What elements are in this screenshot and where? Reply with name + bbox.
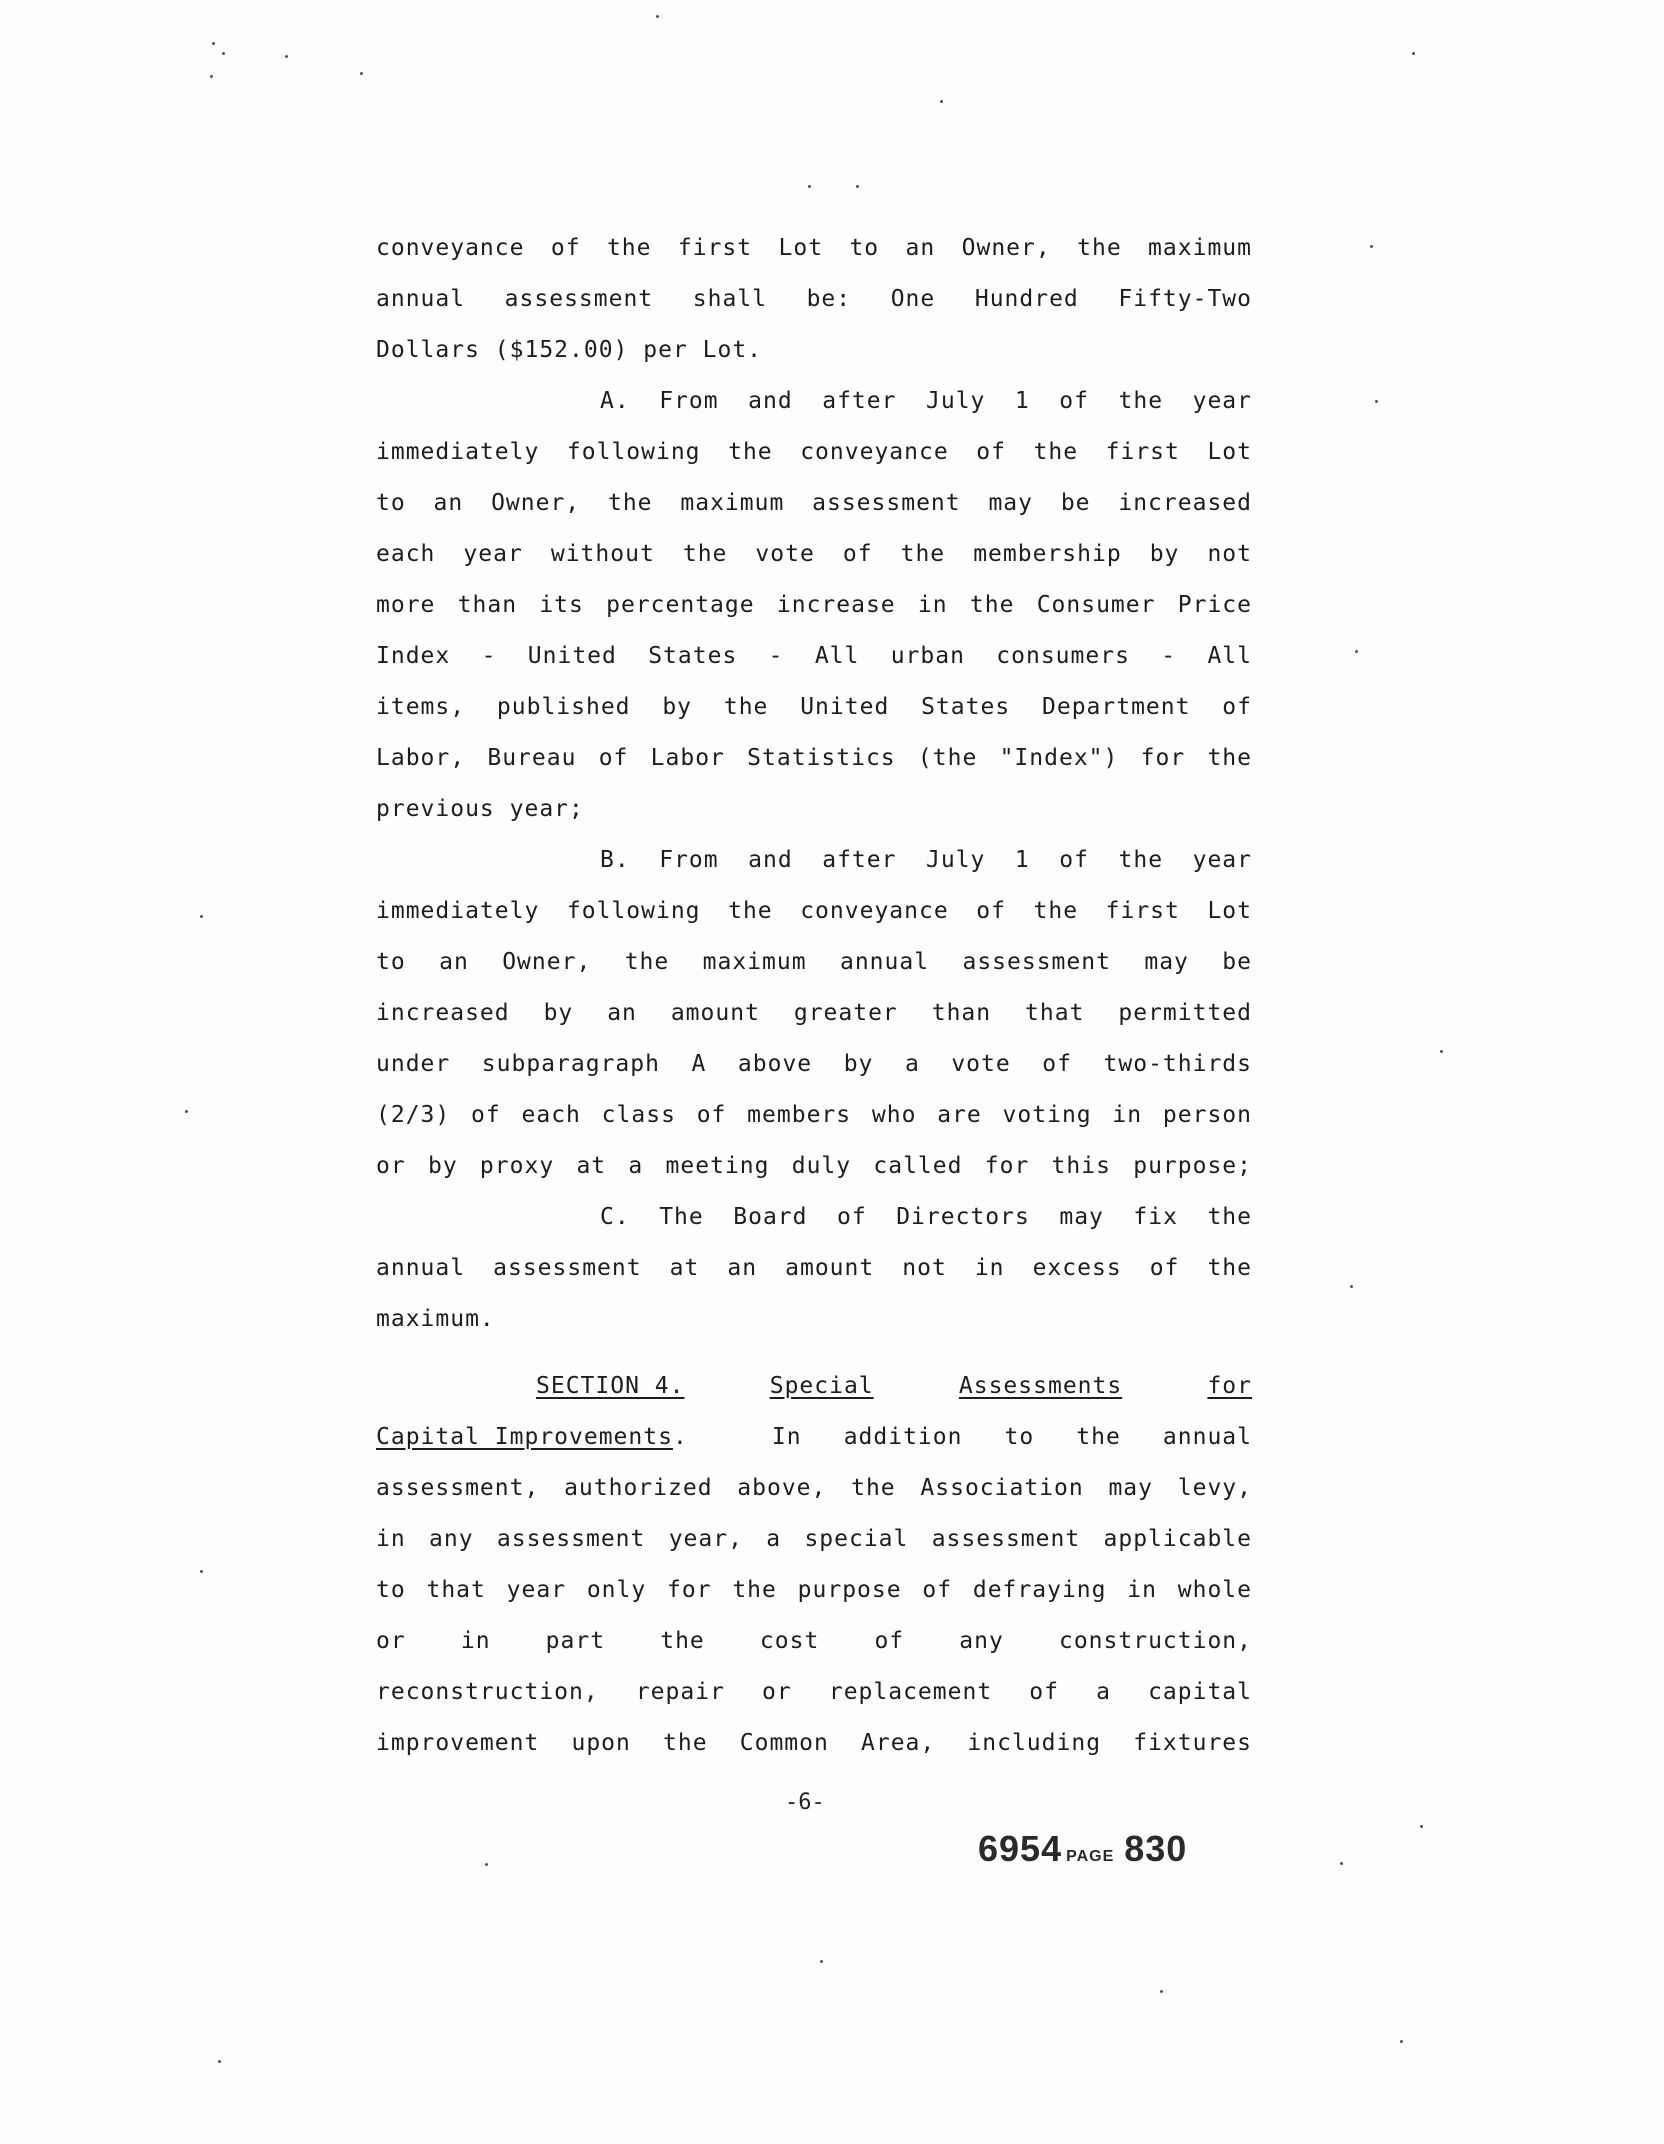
scan-speck <box>1412 52 1415 55</box>
section-title-line <box>376 1422 1252 1452</box>
text-line: to an Owner, the maximum assessment may be increased <box>376 490 1252 516</box>
text-line: annual assessment at an amount not in excess of the <box>376 1255 1252 1281</box>
scan-speck <box>1340 1862 1343 1865</box>
text-line: increased by an amount greater than that permitted <box>376 1000 1252 1026</box>
scan-speck <box>210 75 213 78</box>
text-line: annual assessment shall be: One Hundred Fifty-Two <box>376 286 1252 312</box>
text-line: reconstruction, repair or replacement of a capital <box>376 1679 1252 1705</box>
scan-speck <box>820 1960 823 1963</box>
text-line: in any assessment year, a special assessment applicable <box>376 1526 1252 1552</box>
text-line: or in part the cost of any construction, <box>376 1628 1252 1654</box>
text-line: previous year; <box>376 796 584 822</box>
text-line: improvement upon the Common Area, including fixtures <box>376 1730 1252 1756</box>
section-after-title: . In addition to the annual <box>672 1424 1252 1450</box>
text-line: C. The Board of Directors may fix the <box>600 1204 1252 1230</box>
scan-speck <box>1355 650 1358 653</box>
scan-speck <box>218 2060 221 2063</box>
text-line: A. From and after July 1 of the year <box>600 388 1252 414</box>
section-heading <box>536 1371 1252 1401</box>
text-line: Dollars ($152.00) per Lot. <box>376 337 763 363</box>
scan-speck <box>200 915 203 918</box>
scan-speck <box>1375 400 1378 403</box>
text-line: or by proxy at a meeting duly called for this purpose; <box>376 1153 1252 1179</box>
section-title-word: for <box>1207 1373 1252 1399</box>
scan-speck <box>808 185 811 188</box>
text-line: more than its percentage increase in the Consumer Price <box>376 592 1252 618</box>
recording-stamp <box>978 1828 1187 1870</box>
page-number: -6- <box>785 1790 825 1815</box>
scan-speck <box>485 1863 488 1866</box>
text-line: to an Owner, the maximum annual assessment may be <box>376 949 1252 975</box>
text-line: immediately following the conveyance of the first Lot <box>376 439 1252 465</box>
scan-speck <box>1420 1825 1423 1828</box>
scan-speck <box>200 1570 203 1573</box>
section-title-word: Assessments <box>958 1373 1123 1399</box>
text-line: Labor, Bureau of Labor Statistics (the "Index") for the <box>376 745 1252 771</box>
scan-speck <box>656 15 659 18</box>
scan-speck <box>285 55 288 58</box>
scan-speck <box>185 1110 188 1113</box>
section-title-word: Special <box>769 1373 874 1399</box>
scan-speck <box>1350 1285 1353 1288</box>
scan-speck <box>212 42 215 45</box>
stamp-page-label: PAGE <box>1066 1848 1115 1865</box>
scan-speck <box>222 52 225 55</box>
section-title-continued: Capital Improvements <box>376 1424 673 1450</box>
scan-speck <box>1440 1050 1443 1053</box>
text-line: (2/3) of each class of members who are voting in person <box>376 1102 1252 1128</box>
scan-speck <box>360 72 363 75</box>
scan-speck <box>1400 2040 1403 2043</box>
text-line: conveyance of the first Lot to an Owner, the maximum <box>376 235 1252 261</box>
text-line: under subparagraph A above by a vote of two-thirds <box>376 1051 1252 1077</box>
text-line: each year without the vote of the membership by not <box>376 541 1252 567</box>
text-line: to that year only for the purpose of defraying in whole <box>376 1577 1252 1603</box>
text-line: items, published by the United States Department of <box>376 694 1252 720</box>
scan-speck <box>856 185 859 188</box>
section-label: SECTION 4. <box>536 1373 685 1399</box>
text-line: assessment, authorized above, the Association may levy, <box>376 1475 1252 1501</box>
stamp-book-number: 6954 <box>978 1828 1063 1869</box>
text-line: Index - United States - All urban consumers - All <box>376 643 1252 669</box>
text-line: immediately following the conveyance of the first Lot <box>376 898 1252 924</box>
text-line: B. From and after July 1 of the year <box>600 847 1252 873</box>
scan-speck <box>1160 1990 1163 1993</box>
scan-speck <box>1370 245 1373 248</box>
text-line: maximum. <box>376 1306 495 1332</box>
stamp-page-number: 830 <box>1124 1828 1188 1869</box>
scan-speck <box>940 100 943 103</box>
